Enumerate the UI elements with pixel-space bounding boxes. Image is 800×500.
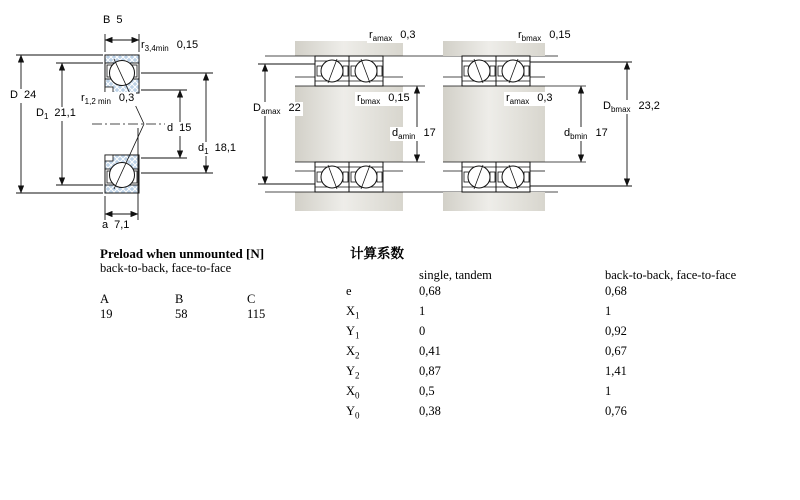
housing-section: [443, 41, 545, 56]
factor-row-Y2: $Y_2$ 0,87 1,41: [346, 363, 627, 381]
preload-title: Preload when unmounted [N]: [100, 246, 265, 261]
factor-row-Y1: $Y_1$ 0 0,92: [346, 323, 627, 341]
factors-title: 计算系数: [350, 246, 404, 261]
factor-row-Y0: $Y_0$ 0,38 0,76: [346, 404, 627, 421]
factor-row-X0: $X_0$ 0,5 1: [346, 384, 612, 401]
dim-label-D: D 24: [8, 89, 38, 103]
preload-values-row: [100, 307, 265, 322]
dim-label-rbmax-mid: $r_{bmax}$ 0,15: [357, 92, 410, 107]
preload-header-row: [100, 292, 265, 307]
calculation-factors-table: [346, 246, 736, 424]
dim-label-a: a 7,1: [102, 219, 130, 231]
dim-label-Damax: $D_{amax}$ 22: [253, 102, 301, 117]
dim-label-rbmax-right: $r_{bmax}$ 0,15: [518, 29, 571, 44]
preload-col-C: C: [247, 292, 256, 306]
dim-D: [16, 55, 103, 193]
left-bearing-top-section: [105, 55, 144, 124]
dim-label-D1: $D_1$ 21,1: [36, 107, 76, 122]
housing-section: [443, 192, 545, 211]
preload-value-C: 115: [247, 307, 266, 321]
dim-label-d1: $d_1$ 18,1: [198, 142, 236, 157]
factors-header-row: [346, 268, 736, 284]
bearing-pair-top: [315, 56, 383, 86]
dim-label-r34: $r_{3,4min}$ 0,15: [141, 39, 199, 54]
factor-row-X1: $X_1$ 1 1: [346, 303, 612, 321]
preload-value-B: 58: [175, 307, 188, 321]
dim-label-damin: $d_{amin}$ 17: [392, 127, 436, 142]
bearing-pair-bottom: [315, 162, 383, 192]
factor-row-e: e 0,68 0,68: [346, 283, 627, 298]
dim-B: [105, 34, 139, 52]
preload-col-A: A: [100, 292, 110, 306]
col-header-single-tandem: single, tandem: [419, 268, 492, 282]
dim-label-ramax-mid: $r_{amax}$ 0,3: [369, 29, 416, 44]
dim-label-r12: $r_{1,2 min}$ 0,3: [81, 92, 135, 107]
dim-label-Dbmax: $D_{bmax}$ 23,2: [603, 100, 660, 115]
factors-grid: [346, 268, 736, 424]
preload-subtitle: back-to-back, face-to-face: [100, 261, 232, 275]
factor-row-X2: $X_2$ 0,41 0,67: [346, 343, 627, 361]
dim-label-d: d 15: [165, 122, 193, 136]
bearing-pair-bottom: [462, 162, 530, 192]
housing-section: [295, 41, 403, 56]
preload-table: [100, 246, 265, 322]
col-header-back-to-back: back-to-back, face-to-face: [605, 268, 737, 282]
preload-value-A: 19: [100, 307, 113, 321]
housing-section: [295, 192, 403, 211]
preload-col-B: B: [175, 292, 184, 306]
dim-label-B: B 5: [103, 14, 123, 26]
right-pair-diagram: [443, 41, 632, 211]
dim-label-ramax-right: $r_{amax}$ 0,3: [506, 92, 553, 107]
bearing-pair-top: [462, 56, 530, 86]
dim-label-dbmin: $d_{bmin}$ 17: [564, 127, 608, 142]
